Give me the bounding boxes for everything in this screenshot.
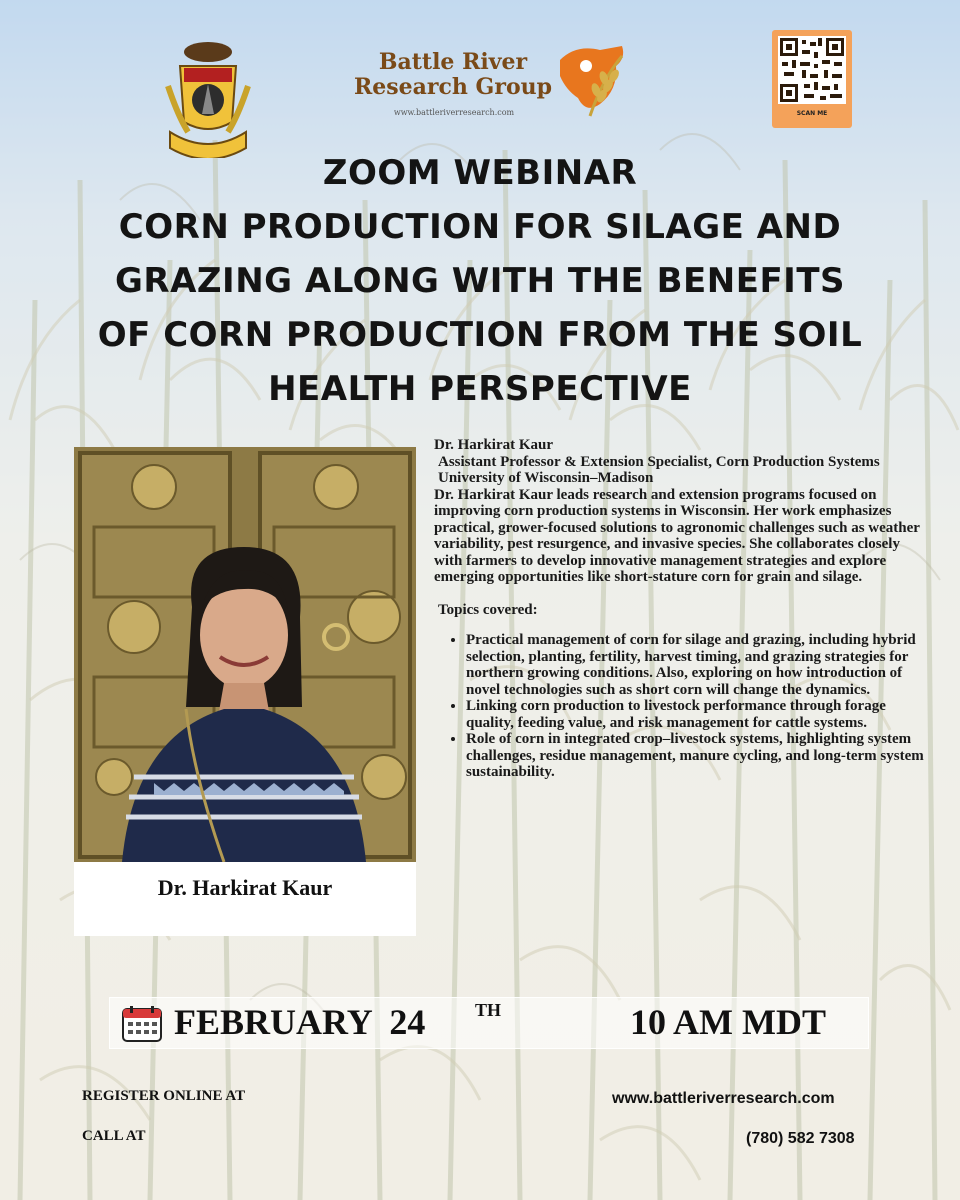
brand-name [348, 50, 558, 100]
headline [40, 146, 920, 416]
qr-pattern [778, 36, 846, 104]
calendar-icon [122, 1006, 162, 1042]
headline-line-4: OF CORN PRODUCTION FROM THE SOIL [97, 315, 863, 355]
headline-line-3: GRAZING ALONG WITH THE BENEFITS [115, 261, 845, 301]
speaker-caption: Dr. Harkirat Kaur [157, 875, 333, 900]
register-label: REGISTER ONLINE AT [82, 1088, 246, 1104]
brand-name-line2: Research Group [354, 74, 552, 100]
topic-item: • Practical management of corn for silage and grazing, including hybrid selection, planting, fertility, harvest timing, and grazing strategies for northern growing conditions. Also, exploring on how introduction of novel technologies such as short corn will change the dynamics. [466, 632, 924, 698]
speaker-bio: Dr. Harkirat Kaur leads research and extension programs focused on improving corn production systems in Wisconsin. Her work emphasizes practical, grower-focused solutions to agronomic challenges such as weather variability, pest resurgence, and invasive species. She collaborates closely with farmers to develop innovative management strategies and explore emerging opportunities like short-stature corn for grain and silage. [434, 486, 920, 585]
speaker-institution: University of Wisconsin–Madison [438, 470, 654, 486]
brand-url: www.battleriverresearch.com [393, 108, 515, 117]
mdg1-wainwright-crest-logo [162, 36, 254, 158]
speaker-bio-section [434, 437, 924, 781]
topics-heading: Topics covered: [438, 601, 538, 618]
cow-wheat-icon [556, 40, 628, 120]
topics-list [434, 632, 924, 781]
topic-item: • Linking corn production to livestock performance through forage quality, feeding value, and risk management for cattle systems. [466, 698, 924, 731]
event-date-bar [109, 997, 869, 1049]
speaker-title: Assistant Professor & Extension Specialist, Corn Production Systems [438, 453, 880, 470]
call-label: CALL AT [82, 1128, 146, 1144]
brand-name-line1: Battle River [378, 49, 528, 75]
speaker-photo [74, 447, 416, 862]
battle-river-research-group-logo [348, 40, 628, 130]
topic-item: • Role of corn in integrated crop–livestock systems, highlighting system challenges, residue management, manure cycling, and long-term system sustainability. [466, 731, 924, 781]
phone-number[interactable]: (780) 582 7308 [746, 1130, 855, 1147]
event-date: FEBRUARY 24 [174, 1002, 426, 1042]
headline-line-5: HEALTH PERSPECTIVE [268, 369, 692, 409]
speaker-name: Dr. Harkirat Kaur [434, 437, 554, 453]
qr-label: SCAN ME [796, 110, 828, 117]
event-date-suffix: TH [475, 1000, 502, 1020]
speaker-photo-card [74, 447, 416, 936]
qr-code[interactable] [772, 30, 852, 128]
event-time: 10 AM MDT [630, 1002, 826, 1042]
website-link[interactable]: www.battleriverresearch.com [612, 1090, 835, 1107]
headline-line-2: CORN PRODUCTION FOR SILAGE AND [118, 207, 842, 247]
headline-line-1: ZOOM WEBINAR [322, 153, 638, 193]
